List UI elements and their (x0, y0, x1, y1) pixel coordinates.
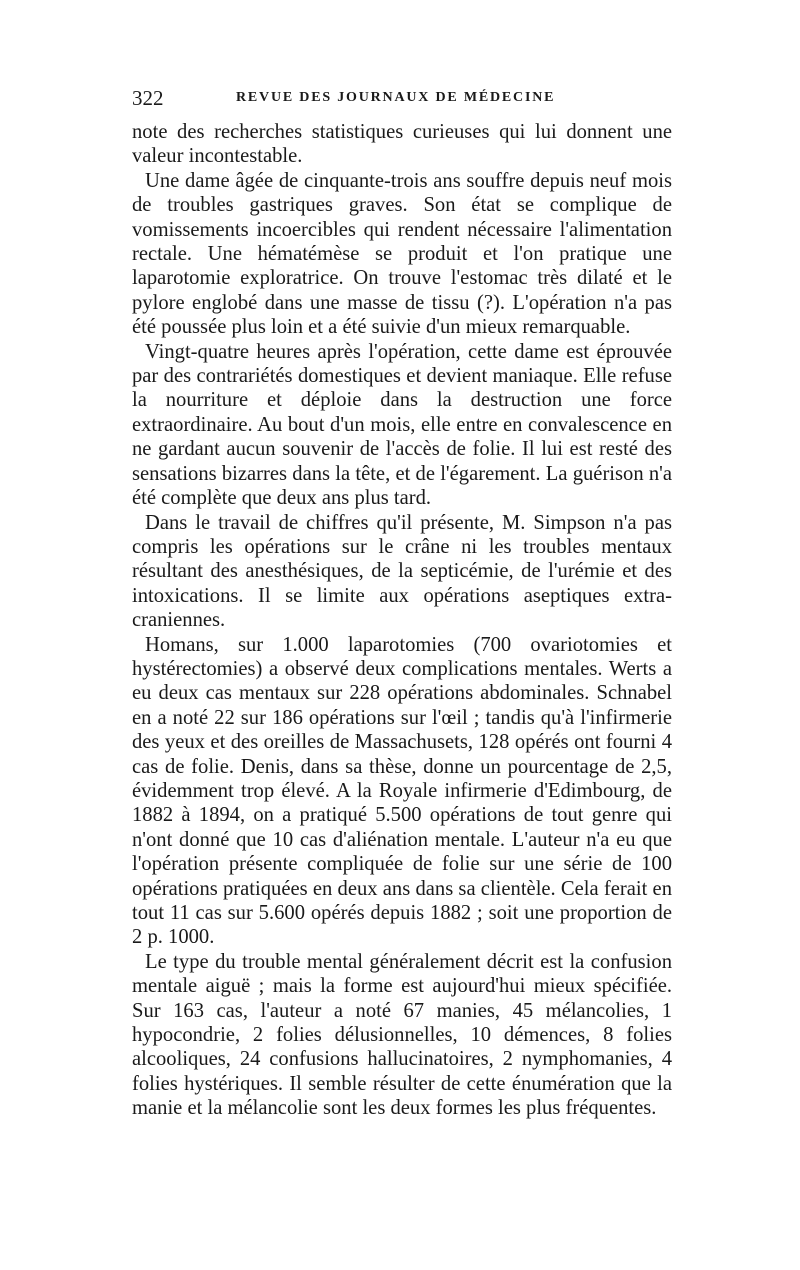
paragraph-continuation: note des recherches statistiques curieuses qui lui donnent une valeur incontestable. (132, 121, 672, 168)
paragraph-simpson-method: Dans le travail de chiffres qu'il présente, M. Simpson n'a pas compris les opérations sur le crâne ni les troubles mentaux résultant des anesthésiques, de la septicémie, de l'urémie et des intoxications. Il se limite aux opérations aseptiques extra-craniennes. (132, 511, 672, 632)
paragraph-statistics: Homans, sur 1.000 laparotomies (700 ovariotomies et hystérectomies) a observé deux complications mentales. Werts a eu deux cas mentaux sur 228 opérations abdominales. Schnabel en a noté 22 sur 186 opérations sur l'œil ; tandis qu'à l'infirmerie des yeux et des oreilles de Massachusets, 128 opérés ont fourni 4 cas de folie. Denis, dans sa thèse, donne un pourcentage de 2,5, évidemment trop élevé. A la Royale infirmerie d'Edimbourg, de 1882 à 1894, on a pratiqué 5.500 opérations de tout genre qui n'ont donné que 10 cas d'aliénation mentale. L'auteur n'a eu que l'opération présente compliquée de folie sur une série de 100 opérations pratiquées en deux ans dans sa clientèle. Cela ferait en tout 11 cas sur 5.600 opérés depuis 1882 ; soit une proportion de 2 p. 1000. (132, 633, 672, 949)
paragraph-postoperative-mania: Vingt-quatre heures après l'opération, cette dame est éprouvée par des contrariétés domestiques et devient maniaque. Elle refuse la nourriture et déploie dans la destruction une force extraordinaire. Au bout d'un mois, elle entre en convalescence en ne gardant aucun souvenir de l'accès de folie. Il lui est resté des sensations bizarres dans la tête, et de l'égarement. La guérison n'a été complète que deux ans plus tard. (132, 340, 672, 510)
running-head: REVUE DES JOURNAUX DE MÉDECINE (236, 90, 556, 105)
body-text (132, 120, 672, 1121)
page-number: 322 (132, 86, 164, 110)
paragraph-case-description: Une dame âgée de cinquante-trois ans souffre depuis neuf mois de troubles gastriques graves. Son état se complique de vomissements incoercibles qui rendent nécessaire l'alimentation rectale. Une hématémèse se produit et l'on pratique une laparotomie exploratrice. On trouve l'estomac très dilaté et le pylore englobé dans une masse de tissu (?). L'opération n'a pas été poussée plus loin et a été suivie d'un mieux remarquable. (132, 169, 672, 339)
book-page (132, 86, 672, 1121)
page-header (132, 86, 672, 120)
paragraph-types-of-disorder: Le type du trouble mental généralement décrit est la confusion mentale aiguë ; mais la forme est aujourd'hui mieux spécifiée. Sur 163 cas, l'auteur a noté 67 manies, 45 mélancolies, 1 hypocondrie, 2 folies délusionnelles, 10 démences, 8 folies alcooliques, 24 confusions hallucinatoires, 2 nymphomanies, 4 folies hystériques. Il semble résulter de cette énumération que la manie et la mélancolie sont les deux formes les plus fréquentes. (132, 950, 672, 1120)
